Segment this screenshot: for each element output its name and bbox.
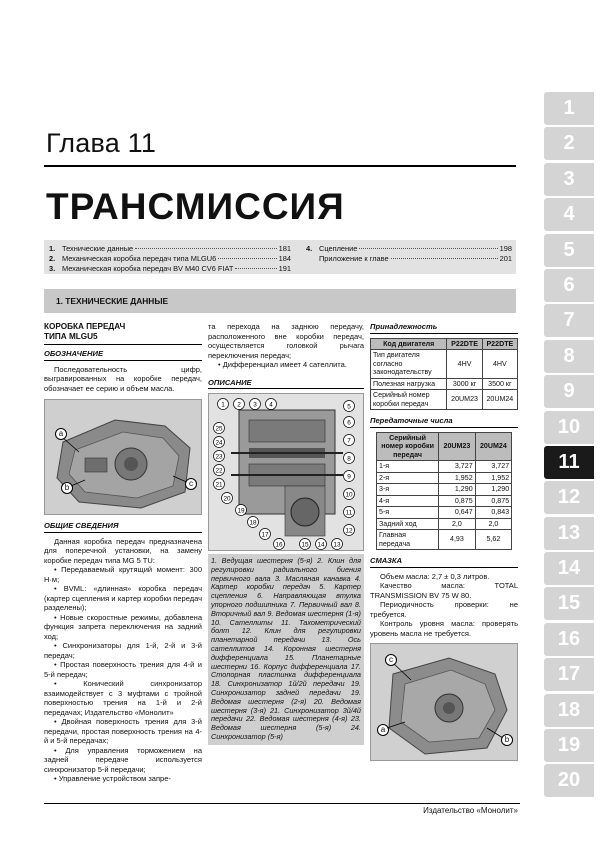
diagram-callout-18 [248,517,259,528]
table-cell: 4,93 [439,530,475,550]
lube-line: Качество масла: TOTAL TRANSMISSION BV 75 W 80. [370,581,518,600]
gearbox-heading-line2: ТИПА MLGU5 [44,332,98,341]
diagram-callout-15 [300,539,311,550]
toc-dots [235,268,276,269]
toc-dots [391,258,498,259]
table-header: P22DTE [482,338,517,350]
chapter-tab-2[interactable]: 2 [544,127,594,160]
diagram-callout-23 [214,451,225,462]
table-header-row [371,338,518,350]
table-cell: 0,875 [475,495,512,507]
table-cell: 5-я [377,507,439,519]
toc-page: 181 [278,244,291,253]
table-row [377,495,512,507]
oil-level-photo [370,643,518,761]
photo-label-a: a [377,724,389,736]
bullet-item: • Передаваемый крутящий момент: 300 Н·м; [44,565,202,584]
photo-label-a: a [55,428,67,440]
callout-number: 20 [223,495,231,503]
diagram-callout-20 [222,493,233,504]
gearbox-photo [44,399,202,515]
table-row [377,507,512,519]
table-row [377,530,512,550]
callout-number: 21 [215,481,223,489]
belonging-heading: Принадлежность [370,322,518,334]
chapter-tab-10[interactable]: 10 [544,411,594,444]
callout-number: 7 [347,437,351,445]
bullet-item: • Синхронизаторы для 1-й, 2-й и 3-й передач; [44,641,202,660]
chapter-tab-4[interactable]: 4 [544,198,594,231]
table-row [377,461,512,473]
ratio-table [376,432,512,551]
bullet-item: • Конический синхронизатор взаимодействует с 3 муфтами с тройной поверхностью трения на 1-й и 2-й передачах; Издательство «Монолит» [44,679,202,717]
chapter-tab-9[interactable]: 9 [544,375,594,408]
callout-number: 13 [333,541,341,549]
chapter-tab-17[interactable]: 17 [544,658,594,691]
table-cell: 5,62 [475,530,512,550]
bullet-item: • Управление устройством запре- [54,774,171,783]
toc-right-column [306,244,512,264]
chapter-tab-20[interactable]: 20 [544,764,594,797]
diagram-callout-2 [234,399,245,410]
gearbox-heading-line1: КОРОБКА ПЕРЕДАЧ [44,322,126,331]
callout-number: 23 [215,453,223,461]
diagram-callout-19 [236,505,247,516]
toc-num: 2. [49,254,56,263]
callout-number: 9 [347,473,351,481]
table-cell: 3500 кг [482,378,517,390]
diagram-callout-14 [316,539,327,550]
toc-entry[interactable] [306,254,512,264]
chapter-tab-12[interactable]: 12 [544,481,594,514]
table-cell: 2,0 [439,518,475,530]
diagram-callout-6 [344,417,355,428]
chapter-tab-15[interactable]: 15 [544,587,594,620]
callout-number: 1 [221,401,225,409]
toc-text: Технические данные [62,244,134,253]
diagram-callout-9 [344,471,355,482]
diagram-callout-7 [344,435,355,446]
chapter-tab-16[interactable]: 16 [544,623,594,656]
heading-rule [44,344,202,345]
page-title: ТРАНСМИССИЯ [46,186,345,227]
diagram-legend: 1. Ведущая шестерня (5-я) 2. Клин для регулировки радиального биения первичного вала 3. Масляная канавка 4. Картер коробки передач 5. Картер сцепления 6. Направляющая втулка упорного подшипника 7. Первичный вал 8. Вторичный вал 9. Ведомая шестерня (1-я) 10. Сателлиты 11. Тахометрический болт 12. Клин для регулировки планетарной передачи 13. Ось сателлитов 14. Коронная шестерня дифференциала 15. Планетарные шестерни 16. Корпус дифференциала 17. Стопорная пластинка дифференциала 18. Синхронизатор 1й/2й передачи 19. Синхронизатор задней передачи 19. Ведомая шестерня (2-я) 20. Ведомая шестерня (3-я) 21. Синхронизатор 3й/4й передачи 22. Ведомая шестерня (4-я) 23. Ведомая шестерня (5-я) 24. Синхронизатор (5-я) [208,554,364,745]
table-cell: Тип двигателя согласно законодательству [371,350,447,379]
table-cell: 20UM23 [447,390,482,410]
diagram-callout-5 [344,401,355,412]
callout-number: 16 [275,541,283,549]
diagram-callout-24 [214,437,225,448]
chapter-tab-7[interactable]: 7 [544,304,594,337]
bullet-item: • Для управления торможением на задней передаче используется синхронизатор 5-й передачи; [44,745,202,774]
publisher-footer: Издательство «Монолит» [423,806,518,815]
table-cell: 3000 кг [447,378,482,390]
column-left [44,322,202,784]
column-right [370,322,518,761]
toc-page: 184 [278,254,291,263]
footer-rule [44,803,520,804]
toc-dots [218,258,276,259]
bullet-item: • BVML: «длинная» коробка передач (картер сцепления и картер коробки передач разделены); [44,584,202,612]
callout-number: 17 [261,531,269,539]
table-cell: 3-я [377,484,439,496]
ratio-heading: Передаточные числа [370,416,518,428]
chapter-tab-13[interactable]: 13 [544,517,594,550]
table-row [377,472,512,484]
table-cell: 20UM24 [482,390,517,410]
lube-line: Контроль уровня масла: проверять уровень масла не требуется. [370,619,518,638]
callout-number: 3 [253,401,257,409]
chapter-tab-19[interactable]: 19 [544,729,594,762]
table-cell: 0,647 [439,507,475,519]
callout-number: 11 [345,509,353,517]
chapter-tab-5[interactable]: 5 [544,234,594,267]
toc-text: Механическая коробка передач BV M40 CV6 FIAT [62,264,234,273]
table-row [371,378,518,390]
chapter-tab-8[interactable]: 8 [544,340,594,373]
callout-number: 2 [237,401,241,409]
toc-num: 1. [49,244,56,253]
toc-text: Сцепление [319,244,358,253]
table-cell: 1,952 [439,472,475,484]
toc-page: 198 [499,244,512,253]
callout-number: 25 [215,425,223,433]
table-header: Серийный номер коробки передач [377,432,439,461]
chapter-rule [44,165,516,167]
gearbox-section-diagram [208,393,364,551]
diagram-callout-4 [266,399,277,410]
photo-label-c: c [185,478,197,490]
general-heading: ОБЩИЕ СВЕДЕНИЯ [44,521,202,533]
chapter-label: Глава 11 [46,128,157,158]
toc-dots [135,248,277,249]
diagram-callout-21 [214,479,225,490]
diagram-callout-12 [344,525,355,536]
callout-number: 15 [301,541,309,549]
callout-number: 12 [345,527,353,535]
toc-entry[interactable] [306,244,512,254]
diagram-callout-13 [332,539,343,550]
table-cell: Главная передача [377,530,439,550]
diagram-callout-17 [260,529,271,540]
toc-page: 201 [499,254,512,263]
table-cell: 2,0 [475,518,512,530]
toc-num: 4. [306,244,313,253]
diagram-callout-10 [344,489,355,500]
table-cell: 1,290 [439,484,475,496]
callout-number: 4 [269,401,273,409]
general-text: Данная коробка передач предназначена для поперечной установки, на замену коробке передач типа MG 5 TU: [44,536,202,565]
belonging-table [370,338,518,411]
bullet-item: • Двойная поверхность трения для 3-й передачи, простая поверхность трения на 4-й и 5-й передачах; [44,717,202,745]
table-header: P22DTE [447,338,482,350]
table-cell: 4HV [482,350,517,379]
table-header: Код двигателя [371,338,447,350]
table-header-row [377,432,512,461]
chapter-tabs [544,92,594,800]
callout-number: 5 [347,403,351,411]
chapter-tab-3[interactable]: 3 [544,163,594,196]
description-heading: ОПИСАНИЕ [208,378,364,390]
gearbox-photo-drawing [45,400,202,515]
diagram-callout-11 [344,507,355,518]
table-cell: 1,290 [475,484,512,496]
diagram-callout-25 [214,423,225,434]
toc-text: Механическая коробка передач типа MLGU6 [62,254,217,263]
lube-line: Объем масла: 2,7 ± 0,3 литров. [380,571,490,581]
toc-entry[interactable] [49,244,291,254]
diagram-callout-3 [250,399,261,410]
section-diagram-drawing [209,394,364,551]
callout-number: 10 [345,491,353,499]
toc-text: Приложение к главе [319,254,389,263]
table-cell: 0,843 [475,507,512,519]
callout-number: 14 [317,541,325,549]
bullet-item: • Дифференциал имеет 4 сателлита. [218,360,347,369]
lubrication-heading: СМАЗКА [370,556,518,568]
table-cell: 4HV [447,350,482,379]
designation-text: Последовательность цифр, выгравированных на коробке передач, обозначает ее серию и объем масла. [44,364,202,393]
toc-entry[interactable] [49,264,291,274]
toc-entry[interactable] [49,254,291,264]
table-row [377,518,512,530]
designation-heading: ОБОЗНАЧЕНИЕ [44,349,202,361]
diagram-callout-8 [344,453,355,464]
bullet-item: • Простая поверхность трения для 4-й и 5-й передач; [44,660,202,679]
photo-label-b: b [61,482,73,494]
toc-page: 191 [278,264,291,273]
diagram-callout-22 [214,465,225,476]
table-cell: Задний ход [377,518,439,530]
table-cell: 3,727 [475,461,512,473]
chapter-tab-6[interactable]: 6 [544,269,594,302]
table-header: 20UM23 [439,432,475,461]
table-cell: 4-я [377,495,439,507]
chapter-tab-1[interactable]: 1 [544,92,594,125]
lube-line: Периодичность проверки: не требуется. [370,600,518,619]
toc-dots [359,248,497,249]
table-cell: 0,875 [439,495,475,507]
toc-left-column [49,244,291,274]
table-row [371,350,518,379]
callout-number: 18 [249,519,257,527]
continued-text: та перехода на заднюю передачу, расположенного вне коробки передач, осуществляется головкой рычага переключения передач; [208,322,364,360]
table-cell: 1,952 [475,472,512,484]
table-cell: 2-я [377,472,439,484]
table-cell: 3,727 [439,461,475,473]
section-header: 1. ТЕХНИЧЕСКИЕ ДАННЫЕ [44,289,516,313]
table-of-contents [44,240,516,274]
diagram-callout-1 [218,399,229,410]
chapter-tab-18[interactable]: 18 [544,694,594,727]
chapter-tab-11[interactable]: 11 [544,446,594,479]
table-cell: 1-я [377,461,439,473]
chapter-tab-14[interactable]: 14 [544,552,594,585]
callout-number: 22 [215,467,223,475]
callout-number: 8 [347,455,351,463]
bullet-item: • Новые скоростные режимы, добавлена функция запрета переключения на задний ход; [44,612,202,641]
photo-label-c: c [385,654,397,666]
callout-number: 19 [237,507,245,515]
table-cell: Серийный номер коробки передач [371,390,447,410]
table-row [371,390,518,410]
callout-number: 6 [347,419,351,427]
column-middle [208,322,364,745]
callout-number: 24 [215,439,223,447]
diagram-callout-16 [274,539,285,550]
table-cell: Полезная нагрузка [371,378,447,390]
photo-label-b: b [501,734,513,746]
toc-num: 3. [49,264,56,273]
table-row [377,484,512,496]
table-header: 20UM24 [475,432,512,461]
